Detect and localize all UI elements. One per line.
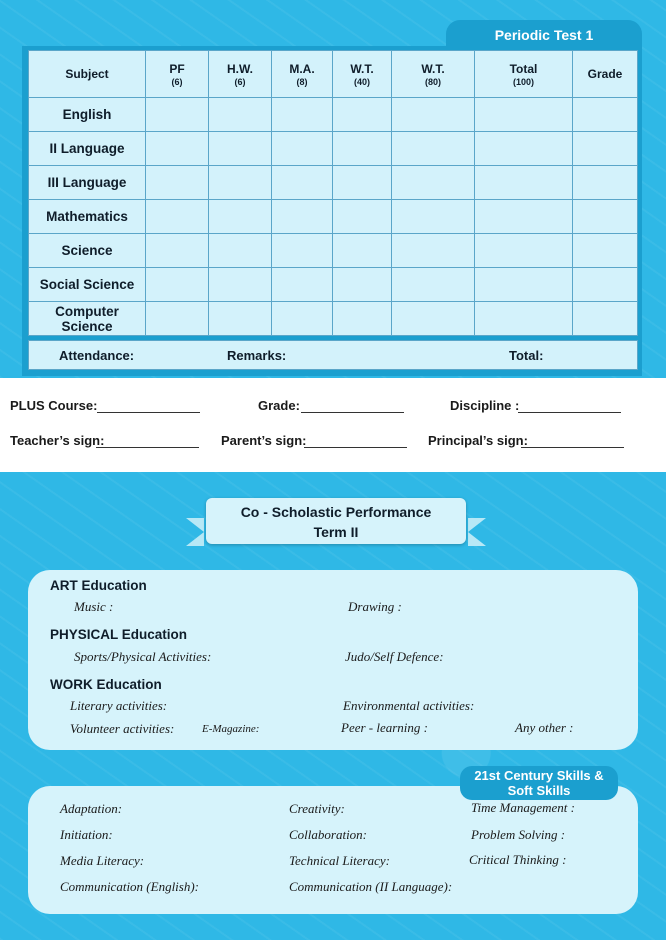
communication-second-language-label: Communication (II Language): [289, 879, 453, 894]
mark-cell[interactable] [392, 302, 475, 336]
column-header: W.T. (40) [333, 51, 392, 98]
mark-cell[interactable] [573, 166, 638, 200]
mark-cell[interactable] [475, 302, 573, 336]
table-row [29, 302, 638, 336]
mark-cell[interactable] [209, 200, 272, 234]
mark-cell[interactable] [272, 234, 333, 268]
mark-cell[interactable] [146, 98, 209, 132]
table-row [29, 132, 638, 166]
mark-cell[interactable] [209, 98, 272, 132]
mark-cell[interactable] [209, 302, 272, 336]
skills-title: 21st Century Skills & [474, 768, 604, 783]
column-header: W.T. (80) [392, 51, 475, 98]
table-header-row [29, 51, 638, 98]
mark-cell[interactable] [146, 268, 209, 302]
mark-cell[interactable] [146, 132, 209, 166]
mark-cell[interactable] [272, 166, 333, 200]
mark-cell[interactable] [475, 98, 573, 132]
mark-cell[interactable] [333, 302, 392, 336]
column-header: Grade [573, 51, 638, 98]
column-header: M.A. (8) [272, 51, 333, 98]
mark-cell[interactable] [392, 132, 475, 166]
mark-cell[interactable] [333, 132, 392, 166]
table-row [29, 268, 638, 302]
mark-cell[interactable] [146, 302, 209, 336]
parent-sign-line[interactable] [304, 447, 407, 448]
co-scholastic-banner [206, 498, 466, 544]
physical-heading: PHYSICAL Education [50, 627, 188, 642]
mark-cell[interactable] [333, 268, 392, 302]
table-row [29, 166, 638, 200]
teacher-sign-line[interactable] [96, 447, 199, 448]
any-other-label: Any other : [515, 720, 574, 735]
media-literacy-label: Media Literacy: [60, 853, 145, 868]
discipline-label: Discipline : [450, 398, 520, 413]
subject-cell: Social Science [29, 268, 146, 302]
volunteer-label: Volunteer activities: [70, 721, 175, 736]
mark-cell[interactable] [333, 200, 392, 234]
mark-cell[interactable] [392, 166, 475, 200]
mark-cell[interactable] [209, 234, 272, 268]
communication-english-label: Communication (English): [60, 879, 200, 894]
subject-cell: II Language [29, 132, 146, 166]
attendance-row [28, 340, 638, 370]
mark-cell[interactable] [392, 200, 475, 234]
column-header: Total (100) [475, 51, 573, 98]
collaboration-label: Collaboration: [289, 827, 368, 842]
mark-cell[interactable] [392, 98, 475, 132]
art-heading: ART Education [50, 578, 147, 593]
sports-label: Sports/Physical Activities: [74, 649, 212, 664]
principal-sign-line[interactable] [521, 447, 624, 448]
mark-cell[interactable] [573, 268, 638, 302]
subject-cell: English [29, 98, 146, 132]
ribbon-left [186, 518, 204, 546]
emagazine-label: E-Magazine: [202, 723, 260, 735]
mark-cell[interactable] [146, 234, 209, 268]
mark-cell[interactable] [209, 166, 272, 200]
mark-cell[interactable] [272, 132, 333, 166]
co-scholastic-title: Co - Scholastic Performance [240, 504, 432, 520]
principal-sign-label: Principal’s sign: [428, 433, 528, 448]
mark-cell[interactable] [573, 98, 638, 132]
marks-table [28, 50, 638, 336]
mark-cell[interactable] [272, 200, 333, 234]
table-row [29, 200, 638, 234]
column-header: PF (6) [146, 51, 209, 98]
table-row [29, 234, 638, 268]
mark-cell[interactable] [333, 98, 392, 132]
mark-cell[interactable] [392, 268, 475, 302]
soft-skills-title: Soft Skills [507, 783, 571, 798]
mark-cell[interactable] [272, 302, 333, 336]
mark-cell[interactable] [272, 98, 333, 132]
plus-course-label: PLUS Course: [10, 398, 98, 413]
total-label: Total: [509, 348, 544, 363]
signature-band [0, 378, 666, 472]
skills-tab [460, 766, 618, 800]
adaptation-label: Adaptation: [60, 801, 123, 816]
mark-cell[interactable] [333, 234, 392, 268]
work-heading: WORK Education [50, 677, 162, 692]
grade-line[interactable] [301, 412, 404, 413]
discipline-line[interactable] [518, 412, 621, 413]
mark-cell[interactable] [392, 234, 475, 268]
subject-cell: Computer Science [29, 302, 146, 336]
attendance-label: Attendance: [59, 348, 135, 363]
problem-solving-label: Problem Solving : [471, 827, 566, 842]
mark-cell[interactable] [209, 268, 272, 302]
music-label: Music : [74, 599, 114, 614]
environmental-label: Environmental activities: [343, 698, 475, 713]
column-header: Subject [29, 51, 146, 98]
mark-cell[interactable] [573, 234, 638, 268]
subject-cell: Science [29, 234, 146, 268]
remarks-label: Remarks: [227, 348, 287, 363]
mark-cell[interactable] [333, 166, 392, 200]
mark-cell[interactable] [475, 268, 573, 302]
literary-label: Literary activities: [70, 698, 168, 713]
subject-cell: Mathematics [29, 200, 146, 234]
parent-sign-label: Parent’s sign: [221, 433, 307, 448]
ribbon-right [468, 518, 486, 546]
mark-cell[interactable] [475, 166, 573, 200]
mark-cell[interactable] [146, 200, 209, 234]
creativity-label: Creativity: [289, 801, 345, 816]
mark-cell[interactable] [209, 132, 272, 166]
mark-cell[interactable] [146, 166, 209, 200]
drawing-label: Drawing : [348, 599, 402, 614]
term-title: Term II [313, 524, 359, 540]
subject-cell: III Language [29, 166, 146, 200]
mark-cell[interactable] [475, 132, 573, 166]
column-header: H.W. (6) [209, 51, 272, 98]
grade-label: Grade: [258, 398, 300, 413]
mark-cell[interactable] [573, 302, 638, 336]
technical-literacy-label: Technical Literacy: [289, 853, 390, 868]
mark-cell[interactable] [475, 200, 573, 234]
periodic-test-tab: Periodic Test 1 [446, 20, 642, 50]
time-management-label: Time Management : [471, 800, 575, 815]
plus-course-line[interactable] [97, 412, 200, 413]
initiation-label: Initiation: [60, 827, 113, 842]
table-row [29, 98, 638, 132]
mark-cell[interactable] [272, 268, 333, 302]
mark-cell[interactable] [573, 132, 638, 166]
mark-cell[interactable] [475, 234, 573, 268]
critical-thinking-label: Critical Thinking : [469, 852, 567, 867]
mark-cell[interactable] [573, 200, 638, 234]
judo-label: Judo/Self Defence: [345, 649, 444, 664]
teacher-sign-label: Teacher’s sign: [10, 433, 105, 448]
peer-learning-label: Peer - learning : [341, 720, 429, 735]
